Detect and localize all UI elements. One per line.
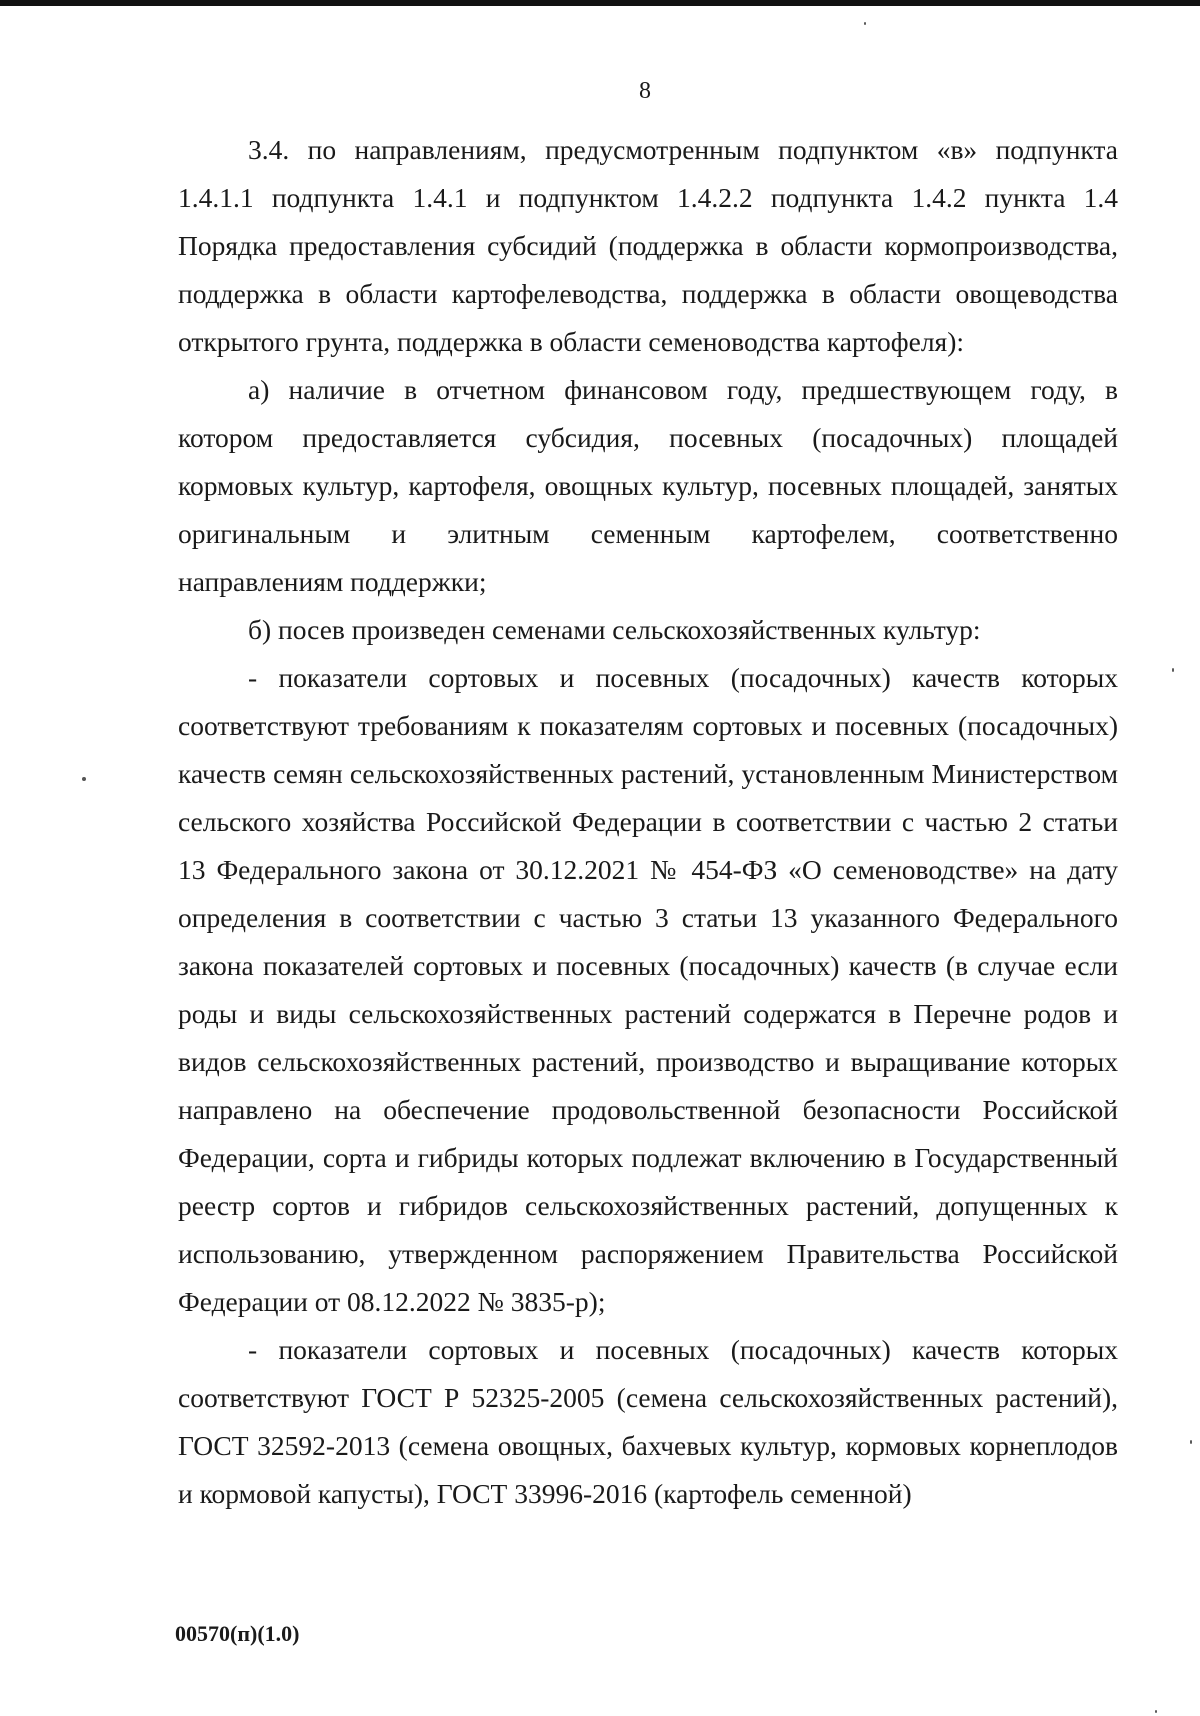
scan-speck bbox=[1155, 1710, 1157, 1713]
paragraph-3-4: 3.4. по направлениям, предусмотренным подпунктом «в» подпункта 1.4.1.1 подпункта 1.4.1 и подпунктом 1.4.2.2 подпункта 1.4.2 пункта 1.4 Порядка предоставления субсидий (поддержка в области кормопроизводства, поддержка в области картофелеводства, поддержка в области овощеводства открытого грунта, поддержка в области семеноводства картофеля): bbox=[178, 134, 1118, 357]
scan-speck bbox=[82, 777, 86, 781]
document-code: 00570(п)(1.0) bbox=[175, 1621, 300, 1646]
paragraph-a: а) наличие в отчетном финансовом году, предшествующем году, в котором предоставляется субсидия, посевных (посадочных) площадей кормовых культур, картофеля, овощных культур, посевных площадей, занятых оригинальным и элитным семенным картофелем, соответственно направлениям поддержки; bbox=[178, 374, 1118, 597]
paragraph-b: б) посев произведен семенами сельскохозяйственных культур: bbox=[248, 614, 981, 645]
scan-top-edge bbox=[0, 0, 1200, 6]
paragraph-dash-1: - показатели сортовых и посевных (посадочных) качеств которых соответствуют требованиям к показателям сортовых и посевных (посадочных) качеств семян сельскохозяйственных растений, установленным Министерством сельского хозяйства Российской Федерации в соответствии с частью 2 статьи 13 Федерального закона от 30.12.2021 № 454-ФЗ «О семеноводстве» на дату определения в соответствии с частью 3 статьи 13 указанного Федерального закона показателей сортовых и посевных (посадочных) качеств (в случае если роды и виды сельскохозяйственных растений содержатся в Перечне родов и видов сельскохозяйственных растений, производство и выращивание которых направлено на обеспечение продовольственной безопасности Российской Федерации, сорта и гибриды которых подлежат включению в Государственный реестр сортов и гибридов сельскохозяйственных растений, допущенных к использованию, утвержденном распоряжением Правительства Российской Федерации от 08.12.2022 № 3835-р); bbox=[178, 662, 1118, 1317]
paragraph-dash-2: - показатели сортовых и посевных (посадочных) качеств которых соответствуют ГОСТ Р 52325-2005 (семена сельскохозяйственных растений), ГОСТ 32592-2013 (семена овощных, бахчевых культур, кормовых корнеплодов и кормовой капусты), ГОСТ 33996-2016 (картофель семенной) bbox=[178, 1334, 1118, 1509]
scan-speck bbox=[1172, 668, 1174, 672]
page-number: 8 bbox=[639, 78, 651, 104]
scan-speck bbox=[1190, 1440, 1192, 1444]
document-body bbox=[178, 126, 1118, 1518]
scan-speck bbox=[864, 22, 866, 25]
